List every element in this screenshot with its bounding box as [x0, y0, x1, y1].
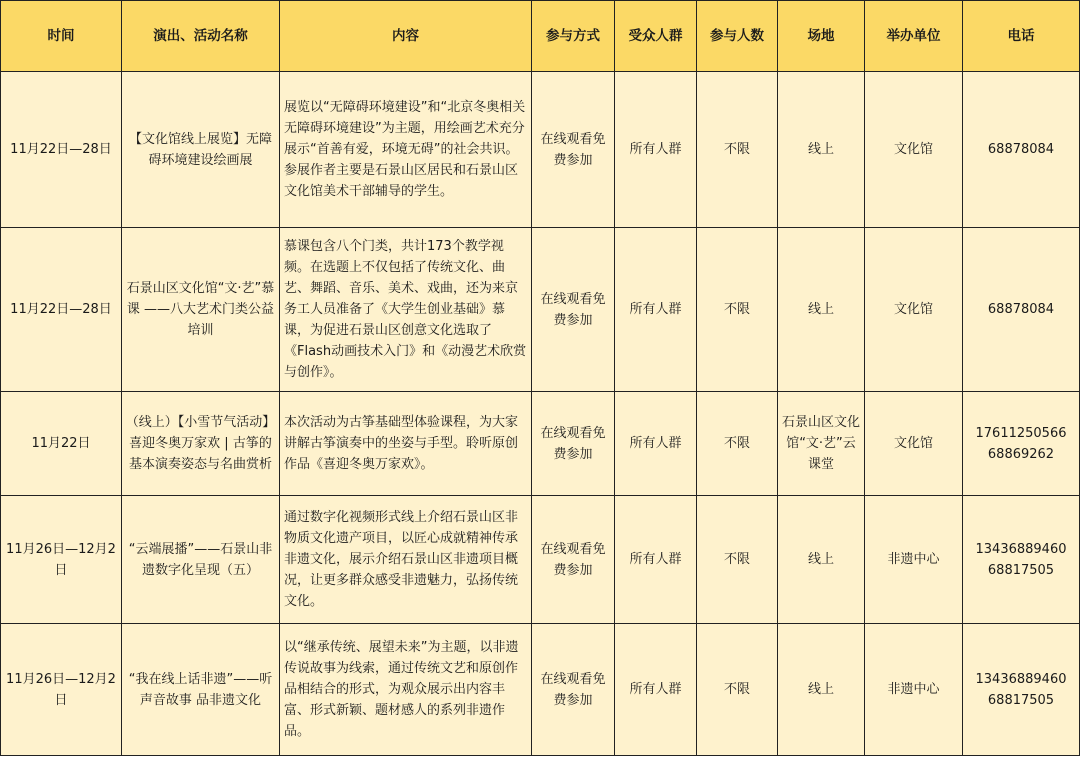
phone-cell: 13436889460 68817505 [963, 496, 1080, 624]
organizer-cell: 非遗中心 [865, 496, 963, 624]
organizer-cell: 文化馆 [865, 228, 963, 392]
method-cell: 在线观看免费参加 [532, 392, 615, 496]
method-cell: 在线观看免费参加 [532, 228, 615, 392]
header-time: 时间 [1, 1, 122, 72]
header-organizer: 举办单位 [865, 1, 963, 72]
time-cell: 11月26日—12月2日 [1, 496, 122, 624]
header-content: 内容 [280, 1, 532, 72]
header-event-name: 演出、活动名称 [122, 1, 280, 72]
time-cell: 11月22日 [1, 392, 122, 496]
table-row [1, 228, 1080, 392]
header-method: 参与方式 [532, 1, 615, 72]
phone-cell: 17611250566 68869262 [963, 392, 1080, 496]
method-cell: 在线观看免费参加 [532, 624, 615, 756]
content-cell: 展览以“无障碍环境建设”和“北京冬奥相关无障碍环境建设”为主题，用绘画艺术充分展示“首善有爱，环境无碍”的社会共识。参展作者主要是石景山区居民和石景山区文化馆美术干部辅导的学生。 [280, 72, 532, 228]
venue-cell: 线上 [778, 228, 865, 392]
count-cell: 不限 [697, 624, 778, 756]
venue-cell: 石景山区文化馆“文·艺”云课堂 [778, 392, 865, 496]
count-cell: 不限 [697, 392, 778, 496]
content-cell: 以“继承传统、展望未来”为主题，以非遗传说故事为线索，通过传统文艺和原创作品相结合的形式，为观众展示出内容丰富、形式新颖、题材感人的系列非遗作品。 [280, 624, 532, 756]
venue-cell: 线上 [778, 72, 865, 228]
event-name-cell: “我在线上话非遗”——听声音故事 品非遗文化 [122, 624, 280, 756]
count-cell: 不限 [697, 496, 778, 624]
audience-cell: 所有人群 [615, 624, 697, 756]
phone-cell: 68878084 [963, 228, 1080, 392]
venue-cell: 线上 [778, 624, 865, 756]
header-audience: 受众人群 [615, 1, 697, 72]
header-count: 参与人数 [697, 1, 778, 72]
method-cell: 在线观看免费参加 [532, 72, 615, 228]
method-cell: 在线观看免费参加 [532, 496, 615, 624]
event-name-cell: 【文化馆线上展览】无障碍环境建设绘画展 [122, 72, 280, 228]
header-row [1, 1, 1080, 72]
time-cell: 11月26日—12月2日 [1, 624, 122, 756]
count-cell: 不限 [697, 72, 778, 228]
time-cell: 11月22日—28日 [1, 228, 122, 392]
audience-cell: 所有人群 [615, 392, 697, 496]
organizer-cell: 文化馆 [865, 392, 963, 496]
organizer-cell: 非遗中心 [865, 624, 963, 756]
table-row [1, 624, 1080, 756]
time-cell: 11月22日—28日 [1, 72, 122, 228]
venue-cell: 线上 [778, 496, 865, 624]
count-cell: 不限 [697, 228, 778, 392]
content-cell: 本次活动为古筝基础型体验课程，为大家讲解古筝演奏中的坐姿与手型。聆听原创作品《喜迎冬奥万家欢》。 [280, 392, 532, 496]
header-venue: 场地 [778, 1, 865, 72]
audience-cell: 所有人群 [615, 496, 697, 624]
phone-cell: 68878084 [963, 72, 1080, 228]
content-cell: 通过数字化视频形式线上介绍石景山区非物质文化遗产项目，以匠心成就精神传承非遗文化，展示介绍石景山区非遗项目概况，让更多群众感受非遗魅力，弘扬传统文化。 [280, 496, 532, 624]
event-name-cell: 石景山区文化馆“文·艺”慕课 ——八大艺术门类公益培训 [122, 228, 280, 392]
table-row [1, 72, 1080, 228]
audience-cell: 所有人群 [615, 228, 697, 392]
table-row [1, 392, 1080, 496]
event-name-cell: “云端展播”——石景山非遗数字化呈现（五） [122, 496, 280, 624]
audience-cell: 所有人群 [615, 72, 697, 228]
content-cell: 慕课包含八个门类，共计173个教学视频。在选题上不仅包括了传统文化、曲艺、舞蹈、音乐、美术、戏曲，还为来京务工人员准备了《大学生创业基础》慕课，为促进石景山区创意文化选取了《Flash动画技术入门》和《动漫艺术欣赏与创作》。 [280, 228, 532, 392]
header-phone: 电话 [963, 1, 1080, 72]
event-name-cell: （线上）【小雪节气活动】喜迎冬奥万家欢 | 古筝的基本演奏姿态与名曲赏析 [122, 392, 280, 496]
phone-cell: 13436889460 68817505 [963, 624, 1080, 756]
organizer-cell: 文化馆 [865, 72, 963, 228]
table-row [1, 496, 1080, 624]
